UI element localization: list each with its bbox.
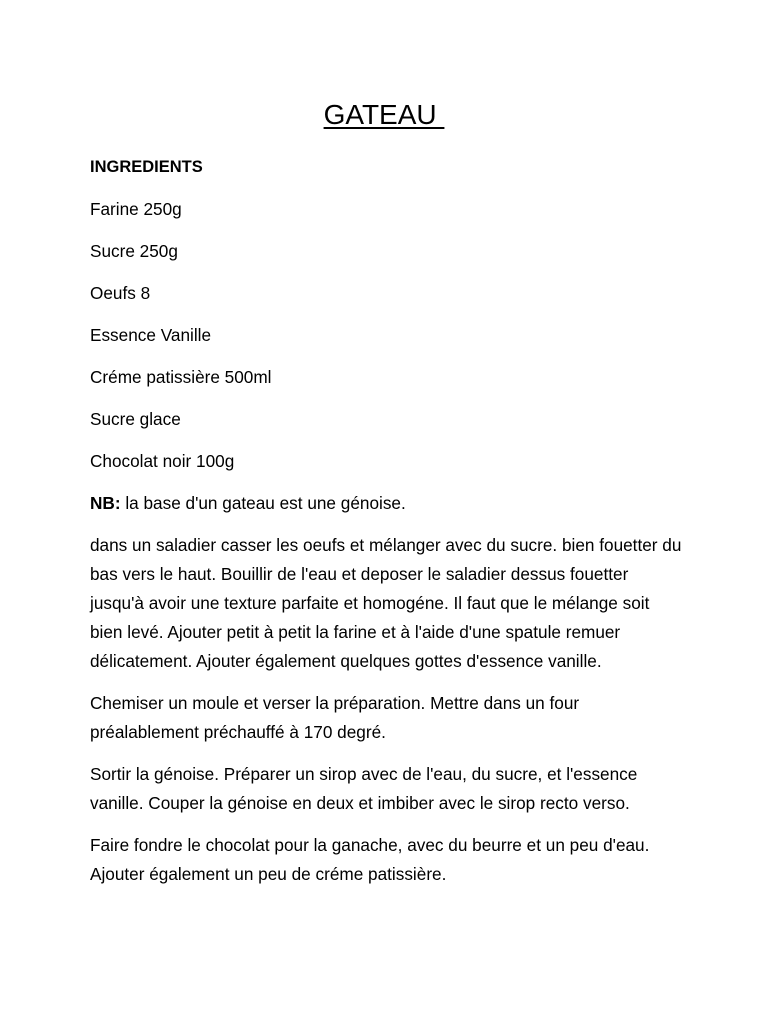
document-title: GATEAU: [323, 99, 445, 130]
note-text: la base d'un gateau est une génoise.: [120, 493, 406, 513]
ingredient-item: Sucre glace: [90, 409, 181, 429]
instruction-paragraph: Sortir la génoise. Préparer un sirop avec de l'eau, du sucre, et l'essence vanille. Couper la génoise en deux et imbiber avec le sirop recto verso.: [90, 764, 638, 813]
ingredient-item: Essence Vanille: [90, 325, 212, 345]
document-body: [90, 153, 685, 902]
ingredient-item: Farine 250g: [90, 199, 182, 219]
instruction-paragraph: Faire fondre le chocolat pour la ganache, avec du beurre et un peu d'eau. Ajouter également un peu de créme patissière.: [90, 835, 650, 884]
ingredient-item: Sucre 250g: [90, 241, 178, 261]
ingredient-item: Oeufs 8: [90, 283, 151, 303]
ingredients-list: [90, 195, 685, 476]
instruction-paragraph: dans un saladier casser les oeufs et mélanger avec du sucre. bien fouetter du bas vers le haut. Bouillir de l'eau et deposer le saladier dessus fouetter jusqu'à avoir une texture parfaite et homogéne. Il faut que le mélange soit bien levé. Ajouter petit à petit la farine et à l'aide d'une spatule remuer délicatement. Ajouter également quelques gottes d'essence vanille.: [90, 535, 682, 671]
ingredient-item: Chocolat noir 100g: [90, 451, 235, 471]
ingredient-item: Créme patissière 500ml: [90, 367, 272, 387]
note-label: NB:: [90, 493, 121, 513]
instruction-paragraph: Chemiser un moule et verser la préparation. Mettre dans un four préalablement préchauffé à 170 degré.: [90, 693, 580, 742]
ingredients-heading: INGREDIENTS: [90, 158, 203, 176]
note-paragraph: [90, 489, 685, 518]
